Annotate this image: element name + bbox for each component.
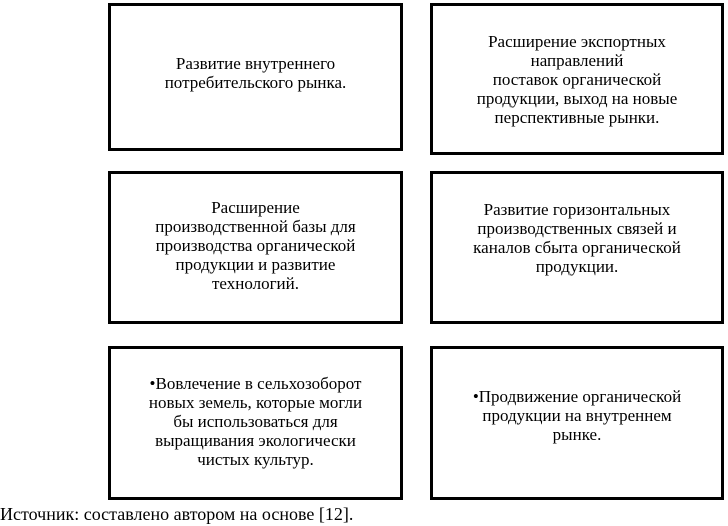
box-horizontal-links-text: Развитие горизонтальных производственных связей и каналов сбыта органической продукции. [473,199,681,276]
box-promotion [430,346,724,500]
box-production-base-text: Расширение производственной базы для производства органической продукции и развитие технологий. [155,198,356,293]
box-new-lands-text: •Вовлечение в сельхозоборот новых земель, которые могли бы использоваться для выращивания экологически чистых культур. [148,373,363,469]
box-horizontal-links [430,171,724,324]
box-new-lands [108,346,403,500]
source-caption: Источник: составлено автором на основе [12]. [0,504,354,524]
box-export-expansion [430,3,724,155]
box-domestic-market [108,3,403,151]
box-production-base [108,171,403,324]
box-promotion-text: •Продвижение органической продукции на внутреннем рынке. [472,386,682,444]
box-domestic-market-text: Развитие внутреннего потребительского рынка. [164,54,347,92]
box-export-expansion-text: Расширение экспортных направлений поставок органической продукции, выход на новые перспективные рынки. [476,31,678,127]
